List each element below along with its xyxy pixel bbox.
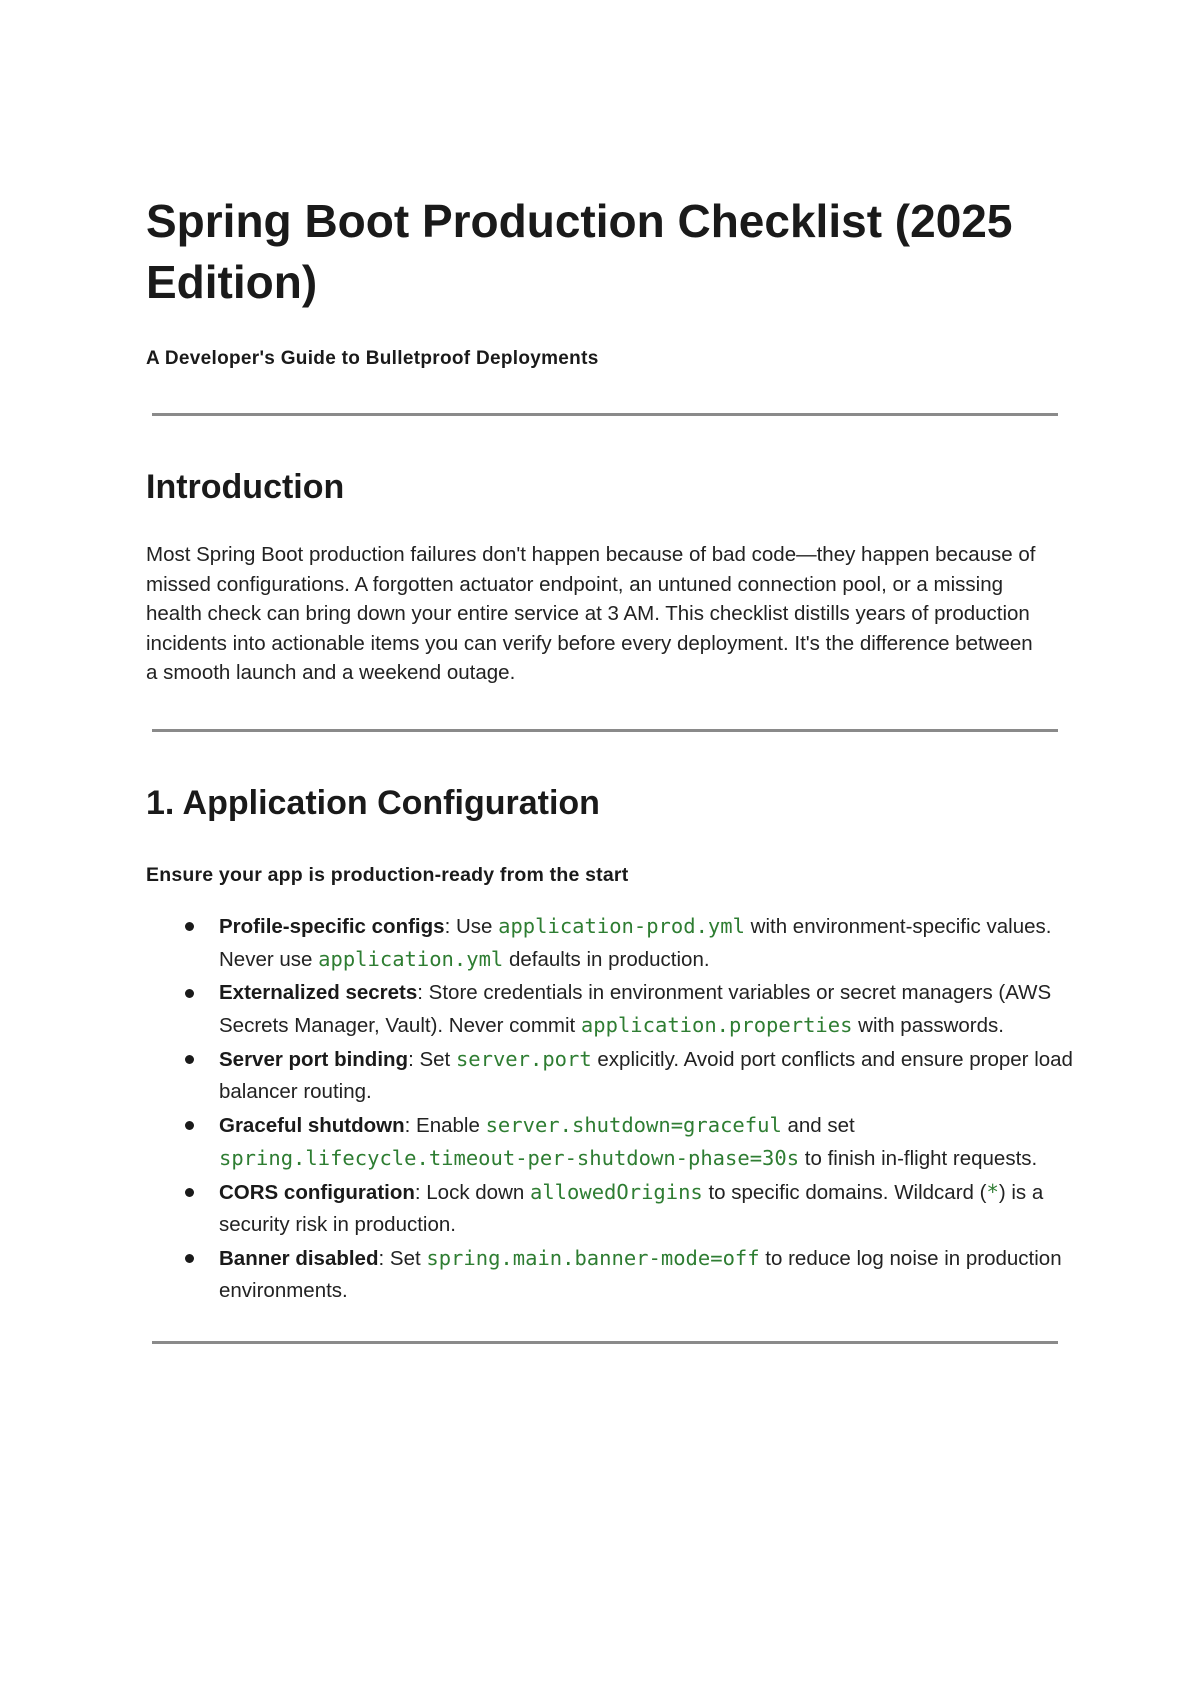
item-label: Server port binding — [219, 1047, 409, 1071]
item-text: : Store credentials in environment variables or secret managers (AWS Secrets Manager, Vault). Never commit — [219, 980, 1052, 1037]
item-text: : Use — [444, 914, 499, 938]
item-text: with passwords. — [852, 1013, 1004, 1037]
list-item — [219, 910, 1079, 976]
page-subtitle: A Developer's Guide to Bulletproof Deployments — [146, 348, 599, 369]
code-snippet: application.properties — [580, 1012, 853, 1037]
bullet-icon — [185, 1055, 194, 1064]
item-text: ) is a security risk in production. — [219, 1180, 1044, 1236]
item-text: explicitly. Avoid port conflicts and ensure proper load balancer routing. — [219, 1047, 1073, 1103]
item-text: with environment-specific values. Never use — [219, 914, 1052, 971]
item-label: CORS configuration — [219, 1180, 415, 1204]
item-text: : Set — [378, 1246, 427, 1270]
item-text: : Set — [408, 1047, 456, 1071]
section-lead: Ensure your app is production-ready from the start — [146, 863, 629, 886]
code-snippet: spring.main.banner-mode=off — [426, 1245, 760, 1270]
list-item — [219, 977, 1079, 1042]
bullet-icon — [185, 989, 194, 998]
bullet-icon — [185, 1188, 194, 1197]
introduction-heading: Introduction — [146, 468, 345, 506]
list-item — [219, 1176, 1079, 1241]
bullet-icon — [185, 1121, 194, 1130]
item-text: and set — [781, 1113, 855, 1137]
item-text: : Lock down — [414, 1180, 530, 1204]
page-title: Spring Boot Production Checklist (2025 Edition) — [146, 195, 1013, 308]
code-snippet: server.port — [455, 1046, 592, 1071]
list-item — [219, 1242, 1079, 1307]
item-label: Graceful shutdown — [219, 1113, 405, 1137]
code-snippet: application-prod.yml — [498, 913, 745, 938]
item-text: to reduce log noise in production environments. — [219, 1246, 1062, 1302]
section-heading-application-configuration: 1. Application Configuration — [146, 783, 600, 822]
code-snippet: * — [986, 1179, 999, 1204]
item-text: : Enable — [404, 1113, 486, 1137]
bullet-icon — [185, 922, 194, 931]
divider — [152, 729, 1058, 732]
item-text: to finish in-flight requests. — [799, 1146, 1038, 1170]
code-snippet: spring.lifecycle.timeout-per-shutdown-phase=30s — [219, 1145, 800, 1170]
item-text: to specific domains. Wildcard ( — [702, 1180, 987, 1204]
divider — [152, 1341, 1058, 1344]
code-snippet: server.shutdown=graceful — [485, 1112, 782, 1137]
list-item — [219, 1109, 1079, 1175]
code-snippet: allowedOrigins — [529, 1179, 703, 1204]
bullet-icon — [185, 1254, 194, 1263]
item-label: Profile-specific configs — [219, 914, 445, 938]
list-item — [219, 1043, 1079, 1108]
checklist — [146, 910, 1079, 1307]
divider — [152, 413, 1058, 416]
code-snippet: application.yml — [318, 946, 504, 971]
item-text: defaults in production. — [503, 947, 710, 971]
item-label: Banner disabled — [219, 1246, 379, 1270]
introduction-paragraph: Most Spring Boot production failures don't happen because of bad code—they happen because of missed configurations. A forgotten actuator endpoint, an untuned connection pool, or a missing health check can bring down your entire service at 3 AM. This checklist distills years of production incidents into actionable items you can verify before every deployment. It's the difference between a smooth launch and a weekend outage. — [146, 543, 1036, 684]
item-label: Externalized secrets — [219, 980, 418, 1004]
